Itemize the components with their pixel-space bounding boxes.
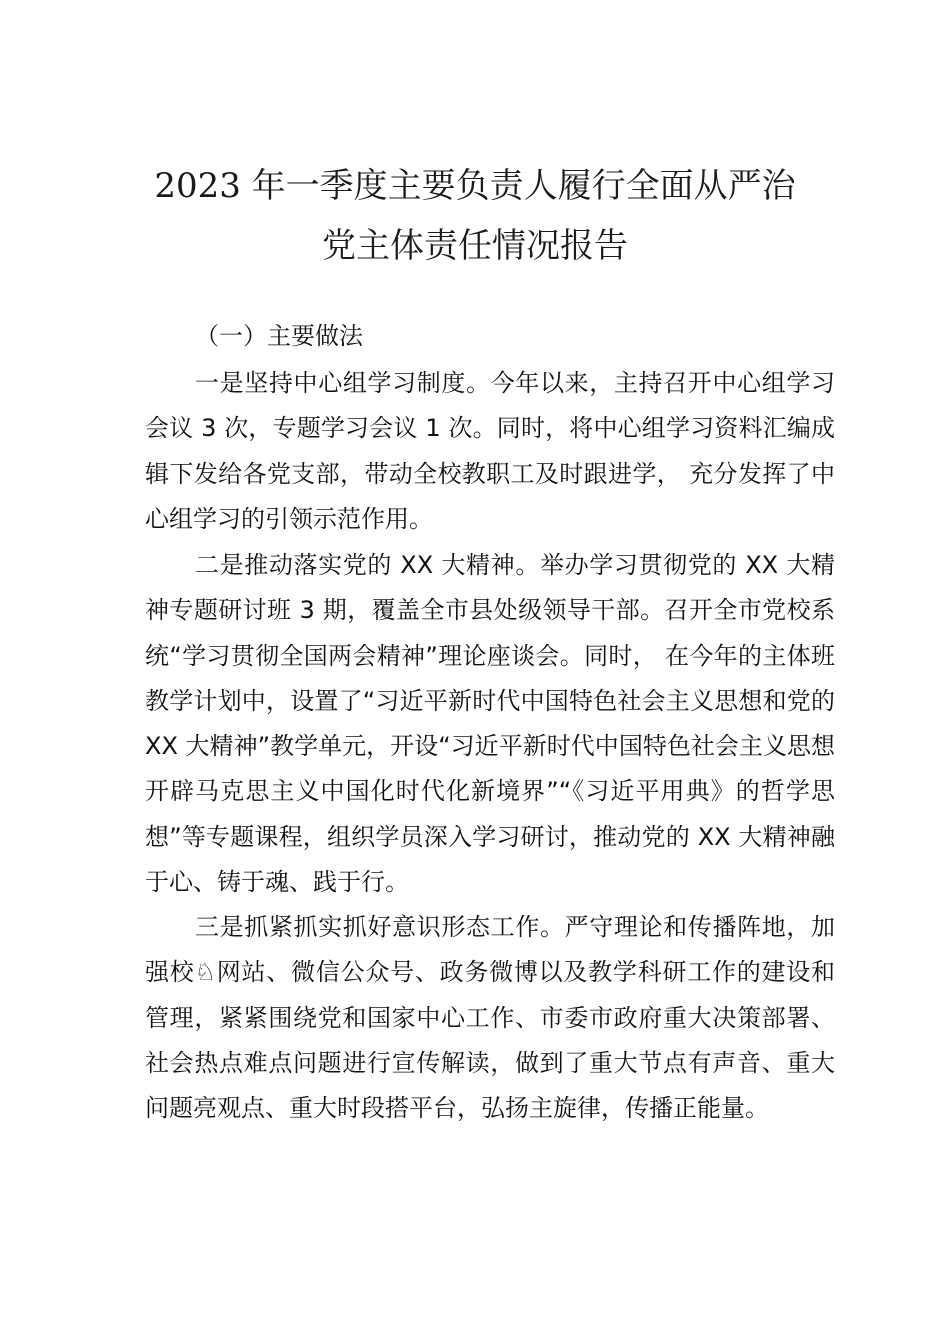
paragraph-2: 二是推动落实党的 XX 大精神。举办学习贯彻党的 XX 大精神专题研讨班 3 期，覆盖全市县处级领导干部。召开全市党校系统“学习贯彻全国两会精神”理论座谈会。同时， 在今年的主体班教学计划中，设置了“习近平新时代中国特色社会主义思想和党的 XX 大精神”教学单元，开设“习近平新时代中国特色社会主义思想开辟马克思主义中国化时代化新境界”“《习近平用典》的哲学思想”等专题课程，组织学员深入学习研讨，推动党的 XX 大精神融于心、铸于魂、践于行。 [145, 551, 835, 897]
section-heading: （一）主要做法 [195, 322, 363, 350]
paragraph-3: 三是抓紧抓实抓好意识形态工作。严守理论和传播阵地，加强校♘网站、微信公众号、政务微博以及教学科研工作的建设和管理，紧紧围绕党和国家中心工作、市委市政府重大决策部署、社会热点难点问题进行宣传解读，做到了重大节点有声音、重大问题亮观点、重大时段搭平台，弘扬主旋律，传播正能量。 [145, 913, 835, 1123]
document-title-line-2: 党主体责任情况报告 [322, 226, 628, 266]
document-title-line-1: 2023 年一季度主要负责人履行全面从严治 [154, 166, 796, 206]
paragraph-1: 一是坚持中心组学习制度。今年以来，主持召开中心组学习会议 3 次，专题学习会议 1 次。同时，将中心组学习资料汇编成辑下发给各党支部，带动全校教职工及时跟进学， 充分发挥了中心组学习的引领示范作用。 [145, 369, 835, 533]
